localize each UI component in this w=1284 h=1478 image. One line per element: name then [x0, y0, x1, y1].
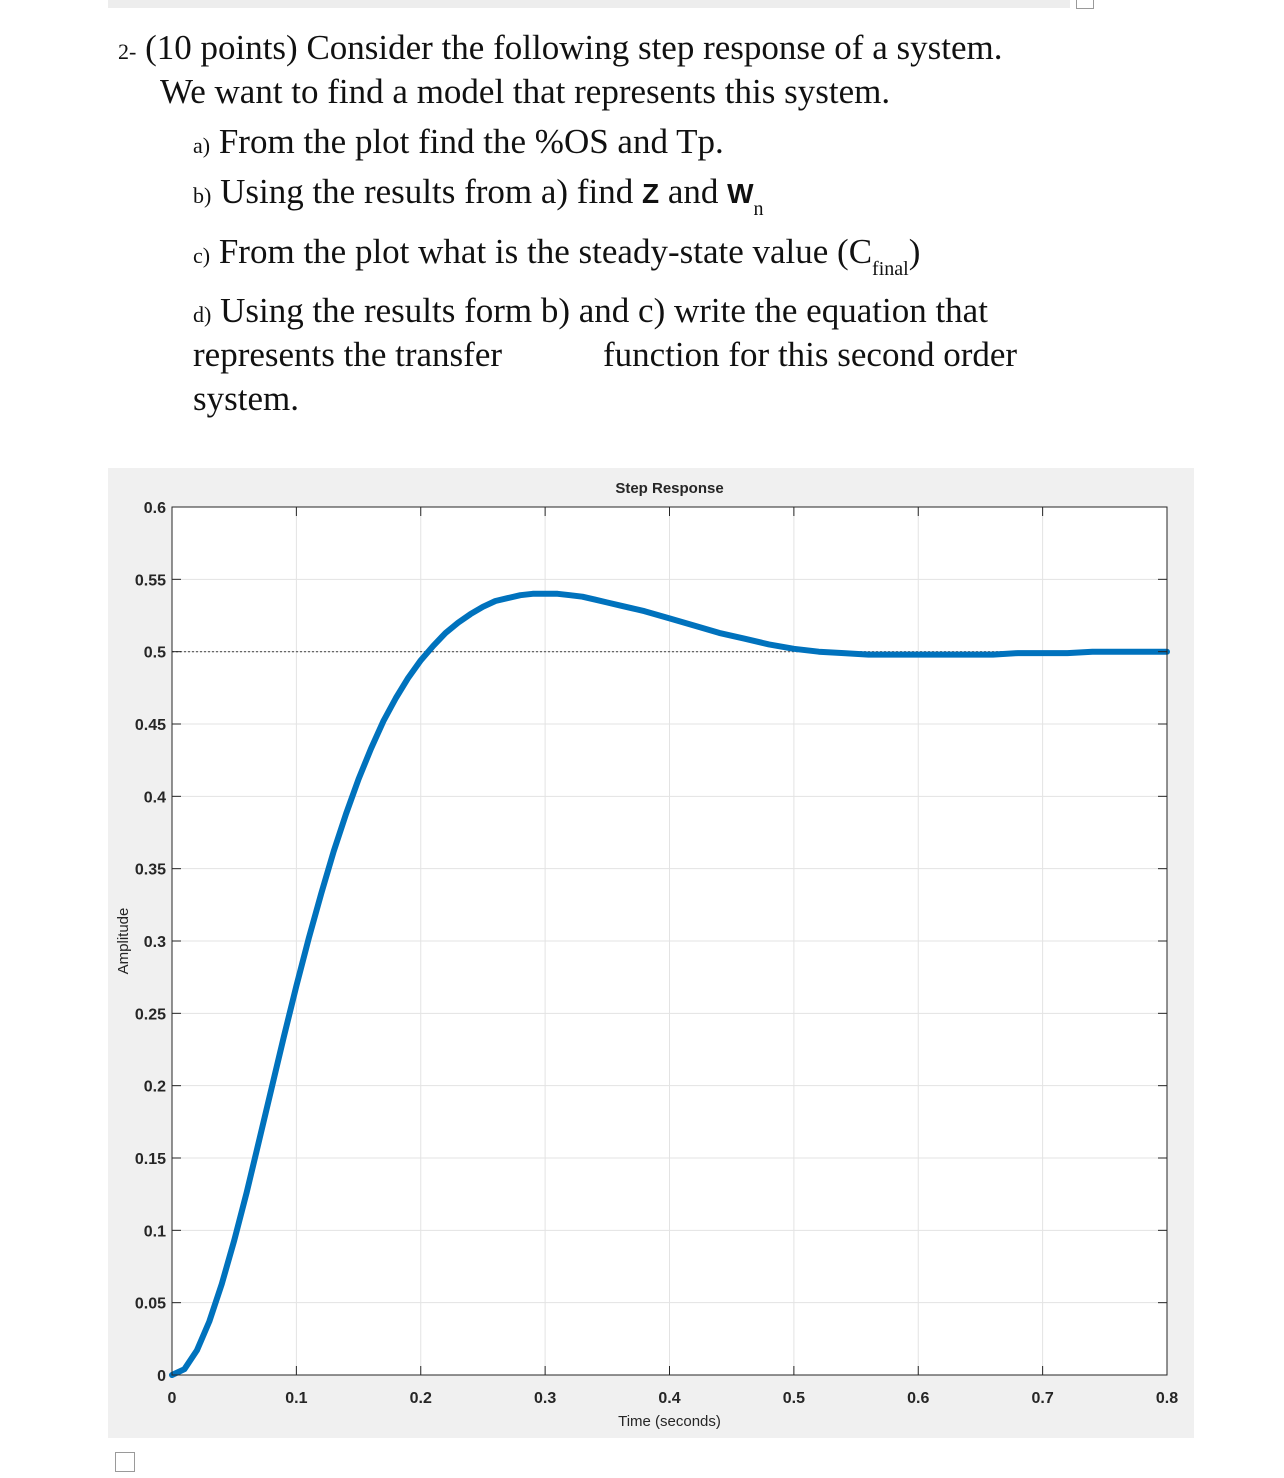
x-tick-labels: [168, 1390, 1179, 1407]
x-tick-label: 0.2: [409, 1390, 432, 1407]
part-c-text: From the plot what is the steady-state value (C: [218, 232, 873, 271]
part-d-line2a: represents the transfer: [193, 335, 503, 374]
question-number: 2-: [118, 39, 137, 64]
y-tick-label: 0.45: [134, 717, 166, 734]
x-tick-label: 0.8: [1155, 1390, 1179, 1407]
part-a-text: From the plot find the %OS and Tp.: [218, 122, 724, 161]
zeta-symbol: Z: [641, 178, 660, 209]
y-tick-label: 0: [157, 1368, 166, 1385]
part-d-label: d): [193, 302, 212, 327]
x-tick-label: 0.3: [534, 1390, 557, 1407]
y-tick-label: 0.3: [143, 934, 166, 951]
bottom-left-checkbox[interactable]: [115, 1452, 135, 1472]
question-intro-line1: (10 points) Consider the following step response of a system.: [145, 28, 1003, 67]
question-intro-line2: We want to find a model that represents this system.: [160, 72, 891, 111]
part-c-label: c): [193, 243, 211, 268]
omega-symbol: W: [727, 178, 754, 209]
x-tick-label: 0.1: [285, 1390, 308, 1407]
y-tick-label: 0.25: [134, 1006, 166, 1024]
part-d-text1: Using the results form b) and c) write the equation that: [220, 291, 988, 330]
y-tick-label: 0.15: [134, 1151, 166, 1168]
y-tick-label: 0.6: [143, 500, 166, 517]
x-tick-label: 0: [167, 1390, 177, 1407]
x-axis-label: Time (seconds): [618, 1413, 721, 1430]
part-c-subscript: final: [872, 258, 909, 280]
y-tick-label: 0.5: [143, 644, 166, 662]
y-tick-label: 0.4: [143, 789, 166, 807]
part-b-text: Using the results from a) find: [220, 172, 634, 211]
y-tick-labels: [135, 500, 166, 1385]
omega-subscript: n: [753, 198, 764, 220]
y-tick-label: 0.1: [143, 1223, 166, 1241]
chart-title: Step Response: [615, 480, 724, 497]
x-tick-label: 0.4: [658, 1390, 681, 1407]
x-tick-label: 0.5: [782, 1390, 805, 1407]
x-tick-label: 0.6: [907, 1390, 930, 1407]
part-a-label: a): [193, 133, 211, 158]
x-tick-label: 0.7: [1031, 1390, 1054, 1407]
part-d-line2b: function for this second order: [603, 335, 1018, 374]
y-tick-label: 0.55: [134, 572, 166, 590]
y-tick-label: 0.35: [134, 861, 166, 879]
part-b-label: b): [193, 183, 212, 208]
part-b-and: and: [667, 172, 719, 211]
part-d-line3: system.: [193, 379, 299, 418]
part-c-close: ): [908, 232, 921, 271]
y-tick-label: 0.2: [143, 1078, 166, 1096]
y-axis-label: Amplitude: [115, 907, 132, 975]
y-tick-label: 0.05: [134, 1295, 166, 1313]
